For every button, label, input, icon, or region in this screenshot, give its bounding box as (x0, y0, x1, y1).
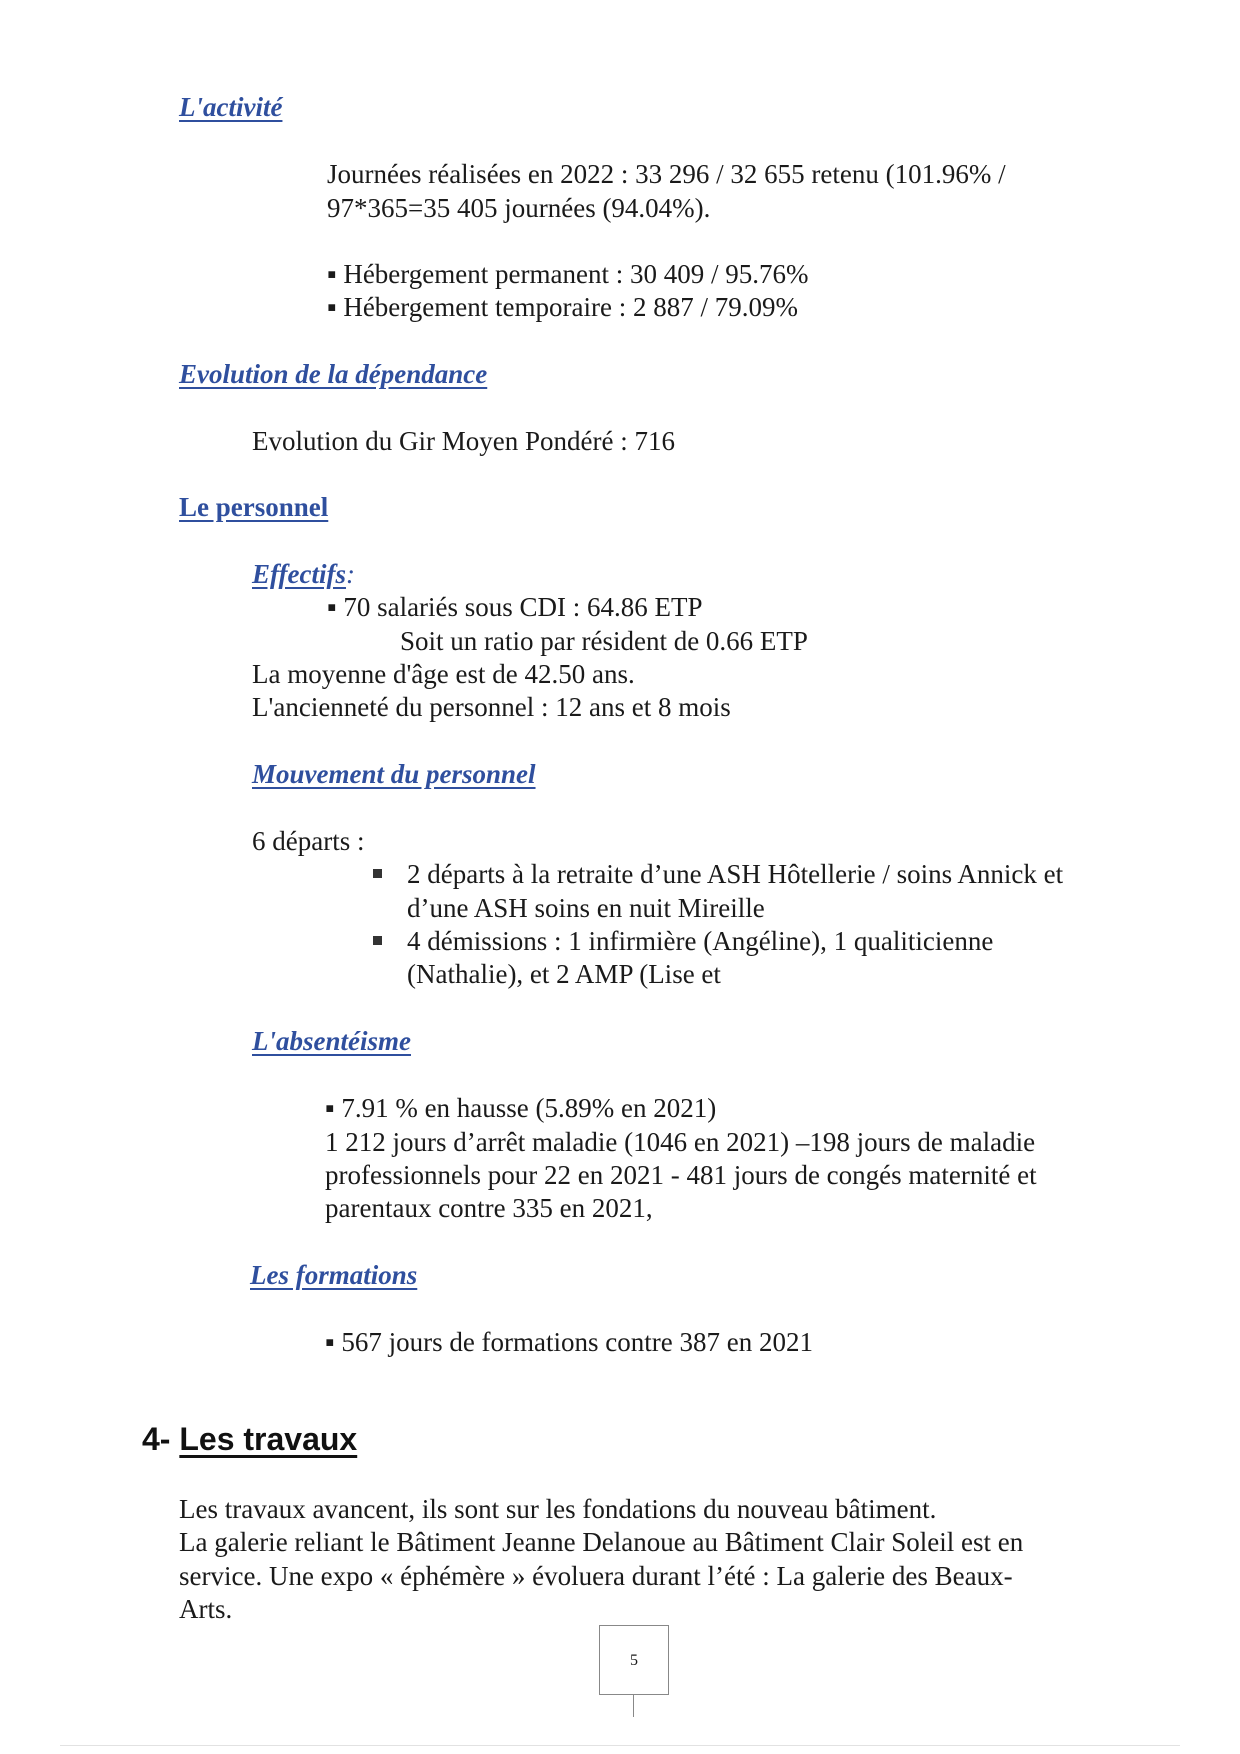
dependance-text: Evolution du Gir Moyen Pondéré : 716 (252, 426, 675, 456)
square-bullet-icon (373, 869, 382, 878)
square-bullet-icon (373, 936, 382, 945)
dependance-heading: Evolution de la dépendance (179, 359, 488, 389)
effectifs-bullet: ▪ 70 salariés sous CDI : 64.86 ETP (327, 592, 703, 622)
mouvement-item1-line2: d’une ASH soins en nuit Mireille (407, 893, 765, 923)
page-number-box (599, 1625, 669, 1695)
absenteisme-heading: L'absentéisme (252, 1026, 411, 1056)
mouvement-item-demissions (373, 924, 993, 958)
mouvement-departs: 6 départs : (252, 826, 365, 856)
travaux-line4: Arts. (179, 1594, 233, 1624)
absenteisme-line1: 1 212 jours d’arrêt maladie (1046 en 2021) –198 jours de maladie (325, 1127, 1036, 1157)
effectifs-heading: Effectifs (252, 559, 346, 589)
travaux-line1: Les travaux avancent, ils sont sur les fondations du nouveau bâtiment. (179, 1494, 937, 1524)
effectifs-colon: : (345, 559, 355, 589)
mouvement-item1-line1: 2 départs à la retraite d’une ASH Hôtellerie / soins Annick et (407, 859, 1064, 889)
formations-heading: Les formations (250, 1260, 418, 1290)
effectifs-heading-row (252, 557, 355, 591)
travaux-section-title (142, 1419, 357, 1459)
page-number: 5 (630, 1652, 638, 1669)
travaux-line3: service. Une expo « éphémère » évoluera durant l’été : La galerie des Beaux- (179, 1561, 1013, 1591)
mouvement-item2-line2: (Nathalie), et 2 AMP (Lise et (407, 959, 721, 989)
travaux-line2: La galerie reliant le Bâtiment Jeanne Delanoue au Bâtiment Clair Soleil est en (179, 1527, 1024, 1557)
absenteisme-line3: parentaux contre 335 en 2021, (325, 1193, 653, 1223)
mouvement-item2-line1: 4 démissions : 1 infirmière (Angéline), 1 qualiticienne (407, 926, 994, 956)
page-number-tick (633, 1695, 634, 1717)
personnel-heading: Le personnel (179, 492, 329, 522)
absenteisme-bullet: ▪ 7.91 % en hausse (5.89% en 2021) (325, 1093, 717, 1123)
activite-heading: L'activité (179, 92, 283, 122)
absenteisme-line2: professionnels pour 22 en 2021 - 481 jours de congés maternité et (325, 1160, 1037, 1190)
effectifs-anciennete: L'ancienneté du personnel : 12 ans et 8 mois (252, 692, 731, 722)
effectifs-age: La moyenne d'âge est de 42.50 ans. (252, 659, 635, 689)
activite-line2: 97*365=35 405 journées (94.04%). (327, 193, 711, 223)
activite-bullet-temporaire: ▪ Hébergement temporaire : 2 887 / 79.09% (327, 292, 798, 322)
page-bottom-divider (60, 1745, 1180, 1746)
travaux-title: Les travaux (179, 1421, 358, 1457)
travaux-number: 4- (142, 1421, 171, 1457)
formations-bullet: ▪ 567 jours de formations contre 387 en 2021 (325, 1327, 813, 1357)
mouvement-heading: Mouvement du personnel (252, 759, 536, 789)
mouvement-item-retraite (373, 857, 1063, 891)
activite-bullet-permanent: ▪ Hébergement permanent : 30 409 / 95.76% (327, 259, 809, 289)
effectifs-ratio: Soit un ratio par résident de 0.66 ETP (400, 626, 808, 656)
activite-line1: Journées réalisées en 2022 : 33 296 / 32 655 retenu (101.96% / (327, 159, 1006, 189)
